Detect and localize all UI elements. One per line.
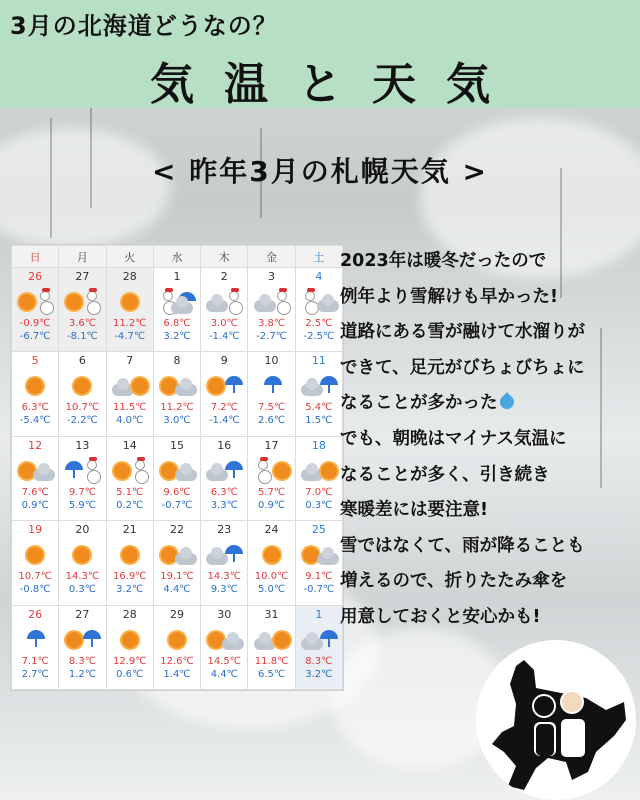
high-temp: 5.1℃ <box>116 486 144 498</box>
description-line: なることが多く、引き続き <box>340 464 550 485</box>
sun-icon <box>15 370 55 400</box>
day-number: 18 <box>311 438 326 452</box>
low-temp: -0.7℃ <box>303 584 335 596</box>
weekday-header: 木 <box>201 246 248 268</box>
high-temp: 9.6℃ <box>163 486 191 498</box>
header-banner <box>0 0 640 108</box>
low-temp: 4.4℃ <box>163 584 191 596</box>
low-temp: 2.7℃ <box>21 668 49 680</box>
low-temp: -2.7℃ <box>256 331 287 342</box>
high-temp: 6.8℃ <box>163 318 191 329</box>
day-number: 25 <box>311 523 326 537</box>
day-number: 2 <box>220 270 228 283</box>
day-number: 22 <box>169 523 184 537</box>
calendar-day-cell <box>106 352 153 436</box>
calendar-day-cell <box>12 352 59 436</box>
day-number: 29 <box>169 607 184 621</box>
low-temp: 4.0℃ <box>116 415 144 427</box>
description-line: 増えるので、折りたたみ傘を <box>340 571 568 592</box>
weekday-header: 水 <box>153 246 200 268</box>
calendar-day-cell <box>201 436 248 520</box>
high-temp: 7.1℃ <box>21 655 49 667</box>
calendar-day-cell <box>248 436 295 520</box>
day-number: 28 <box>122 270 137 283</box>
cloud-umbrella-icon <box>204 455 244 485</box>
calendar-day-cell <box>106 605 153 689</box>
description-line: なることが多かった <box>340 386 640 422</box>
high-temp: 7.0℃ <box>305 486 333 498</box>
calendar-day-cell <box>59 436 106 520</box>
high-temp: 11.2℃ <box>112 318 147 329</box>
calendar-day-cell <box>106 521 153 605</box>
sun-icon <box>62 370 102 400</box>
low-temp: -1.4℃ <box>208 415 240 427</box>
description-line: でも、朝晩はマイナス気温に <box>340 428 567 449</box>
day-number: 12 <box>28 438 43 452</box>
day-number: 7 <box>126 354 134 368</box>
high-temp: 14.3℃ <box>65 571 100 583</box>
high-temp: 6.3℃ <box>210 486 238 498</box>
cloud-sun-icon <box>252 624 292 654</box>
low-temp: 1.5℃ <box>305 415 333 427</box>
sun-cloud-icon <box>157 455 197 485</box>
high-temp: 12.6℃ <box>160 655 194 667</box>
calendar-day-cell <box>12 605 59 689</box>
high-temp: 5.4℃ <box>305 402 333 414</box>
high-temp: 11.2℃ <box>160 402 194 414</box>
weekday-header: 月 <box>59 246 106 268</box>
calendar-day-cell <box>12 436 59 520</box>
cloud-sun-icon <box>299 455 339 485</box>
description-line: 寒暖差には要注意! <box>340 500 488 521</box>
section-title: < 昨年3月の札幌天気 > <box>152 155 488 188</box>
low-temp: -2.2℃ <box>67 415 98 427</box>
header-title: 気温と天気 <box>150 59 520 110</box>
calendar-day-cell <box>201 605 248 689</box>
low-temp: 5.0℃ <box>257 584 286 596</box>
sun-cloud-icon <box>157 539 197 569</box>
high-temp: 3.6℃ <box>68 318 96 329</box>
description-line: できて、足元がびちょびちょに <box>340 357 585 378</box>
low-temp: 0.2℃ <box>116 499 144 511</box>
weekday-header: 土 <box>295 246 342 268</box>
high-temp: 11.8℃ <box>254 655 289 667</box>
high-temp: -0.9℃ <box>19 318 51 329</box>
weekday-header: 日 <box>12 246 59 268</box>
day-number: 13 <box>75 438 90 452</box>
day-number: 4 <box>315 270 323 283</box>
day-number: 27 <box>75 607 90 621</box>
high-temp: 9.1℃ <box>305 571 333 583</box>
low-temp: 3.2℃ <box>163 331 191 342</box>
day-number: 26 <box>28 607 43 621</box>
low-temp: 0.3℃ <box>68 584 96 596</box>
low-temp: -1.4℃ <box>208 331 240 342</box>
day-number: 14 <box>122 438 137 452</box>
umbrella-icon <box>15 624 55 654</box>
weekday-header: 火 <box>106 246 153 268</box>
calendar-day-cell <box>295 352 342 436</box>
header-subtitle: 3月の北海道どうなの？ <box>10 12 278 40</box>
day-number: 11 <box>311 354 326 368</box>
calendar-day-cell <box>12 521 59 605</box>
low-temp: -0.7℃ <box>161 499 193 511</box>
sun-icon <box>110 286 150 316</box>
calendar-day-cell <box>248 352 295 436</box>
low-temp: 3.3℃ <box>210 499 238 511</box>
low-temp: 0.9℃ <box>21 499 49 511</box>
day-number: 17 <box>264 438 279 452</box>
calendar-day-cell <box>12 268 59 352</box>
calendar-day-cell <box>106 268 153 352</box>
calendar-day-cell <box>153 521 200 605</box>
sun-umbrella-icon <box>62 624 102 654</box>
calendar-day-cell <box>153 352 200 436</box>
description-line: 用意しておくと安心かも! <box>340 606 541 627</box>
high-temp: 12.9℃ <box>112 655 147 667</box>
day-number: 1 <box>173 270 181 283</box>
low-temp: 3.2℃ <box>116 584 144 596</box>
sun-snowman-icon <box>15 286 55 316</box>
high-temp: 11.5℃ <box>112 402 147 414</box>
high-temp: 5.7℃ <box>257 486 286 498</box>
day-number: 8 <box>173 354 181 368</box>
sun-icon <box>252 539 292 569</box>
hokkaido-couple-illustration <box>476 640 636 800</box>
low-temp: -5.4℃ <box>19 415 51 427</box>
low-temp: 6.5℃ <box>257 668 286 680</box>
description-text <box>340 244 640 636</box>
description-line: 2023年は暖冬だったので <box>340 251 547 271</box>
low-temp: 3.0℃ <box>163 415 191 427</box>
calendar-day-cell <box>106 436 153 520</box>
low-temp: 0.6℃ <box>116 668 144 680</box>
high-temp: 7.2℃ <box>210 402 238 414</box>
high-temp: 2.5℃ <box>305 318 333 329</box>
calendar-day-cell <box>201 521 248 605</box>
sun-umbrella-icon <box>204 370 244 400</box>
day-number: 24 <box>264 523 279 537</box>
high-temp: 3.8℃ <box>257 318 286 329</box>
snowman-sun-icon <box>252 455 292 485</box>
day-number: 10 <box>264 354 279 368</box>
calendar-day-cell <box>153 436 200 520</box>
day-number: 23 <box>217 523 232 537</box>
day-number: 5 <box>31 354 39 368</box>
high-temp: 8.3℃ <box>68 655 96 667</box>
high-temp: 10.7℃ <box>65 402 100 414</box>
cloud-umbrella-icon <box>204 539 244 569</box>
high-temp: 3.0℃ <box>210 318 238 329</box>
day-number: 27 <box>75 270 90 283</box>
sun-icon <box>110 624 150 654</box>
description-line: 雪ではなくて、雨が降ることも <box>340 535 585 556</box>
sun-icon <box>15 539 55 569</box>
high-temp: 6.3℃ <box>21 402 49 414</box>
low-temp: -0.8℃ <box>19 584 51 596</box>
calendar-day-cell <box>295 436 342 520</box>
day-number: 19 <box>28 523 43 537</box>
high-temp: 9.7℃ <box>68 486 96 498</box>
low-temp: 3.2℃ <box>305 668 333 680</box>
description-line: 例年より雪解けも早かった! <box>340 286 558 307</box>
day-number: 30 <box>217 607 232 621</box>
low-temp: 9.3℃ <box>210 584 238 596</box>
low-temp: -2.5℃ <box>303 331 335 342</box>
day-number: 15 <box>169 438 184 452</box>
description-line: 道路にある雪が融けて水溜りが <box>340 322 585 343</box>
cloud-umbrella-icon <box>299 624 339 654</box>
day-number: 28 <box>122 607 137 621</box>
calendar-week-row <box>12 436 343 520</box>
calendar-day-cell <box>201 352 248 436</box>
calendar-day-cell <box>59 605 106 689</box>
high-temp: 14.5℃ <box>207 655 242 667</box>
day-number: 6 <box>78 354 86 368</box>
calendar-day-cell <box>59 268 106 352</box>
low-temp: 0.3℃ <box>305 499 333 511</box>
day-number: 9 <box>220 354 228 368</box>
day-number: 21 <box>122 523 137 537</box>
sun-cloud-icon <box>204 624 244 654</box>
high-temp: 7.6℃ <box>21 486 49 498</box>
calendar-week-row <box>12 268 343 352</box>
calendar-day-cell <box>59 521 106 605</box>
weather-calendar <box>10 244 344 691</box>
day-number: 31 <box>264 607 279 621</box>
umbrella-snowman-icon <box>62 455 102 485</box>
low-temp: 1.4℃ <box>163 668 191 680</box>
sun-icon <box>157 624 197 654</box>
cloud-sun-icon <box>110 370 150 400</box>
day-number: 20 <box>75 523 90 537</box>
cloud-snowman-icon <box>204 286 244 316</box>
low-temp: -6.7℃ <box>19 331 51 342</box>
sun-cloud-icon <box>299 539 339 569</box>
low-temp: 4.4℃ <box>210 668 238 680</box>
hokkaido-map-icon <box>476 640 636 800</box>
sun-snowman-icon <box>62 286 102 316</box>
calendar-week-row <box>12 521 343 605</box>
low-temp: -4.7℃ <box>114 331 146 342</box>
calendar-day-cell <box>153 605 200 689</box>
sun-snowman-icon <box>110 455 150 485</box>
snow-umbrella-cloud-icon <box>157 286 197 316</box>
low-temp: 5.9℃ <box>68 499 96 511</box>
high-temp: 8.3℃ <box>305 655 333 667</box>
high-temp: 7.5℃ <box>257 402 286 414</box>
calendar-week-row <box>12 352 343 436</box>
high-temp: 19.1℃ <box>160 571 194 583</box>
cloud-umbrella-icon <box>299 370 339 400</box>
calendar-week-row <box>12 605 343 689</box>
calendar-day-cell <box>248 521 295 605</box>
high-temp: 10.7℃ <box>18 571 52 583</box>
low-temp: -8.1℃ <box>67 331 98 342</box>
sun-icon <box>110 539 150 569</box>
calendar-day-cell <box>201 268 248 352</box>
calendar-day-cell <box>295 268 342 352</box>
calendar-day-cell <box>295 521 342 605</box>
sun-icon <box>62 539 102 569</box>
umbrella-icon <box>252 370 292 400</box>
calendar-day-cell <box>295 605 342 689</box>
high-temp: 16.9℃ <box>112 571 147 583</box>
snowman-cloud-icon <box>299 286 339 316</box>
water-drop-icon <box>497 392 517 412</box>
day-number: 16 <box>217 438 232 452</box>
low-temp: 2.6℃ <box>257 415 286 427</box>
calendar-day-cell <box>153 268 200 352</box>
low-temp: 0.9℃ <box>257 499 286 511</box>
high-temp: 14.3℃ <box>207 571 242 583</box>
sun-cloud-icon <box>15 455 55 485</box>
calendar-day-cell <box>248 605 295 689</box>
cloud-snowman-icon <box>252 286 292 316</box>
low-temp: 1.2℃ <box>68 668 96 680</box>
calendar-day-cell <box>59 352 106 436</box>
high-temp: 10.0℃ <box>254 571 289 583</box>
calendar-day-cell <box>248 268 295 352</box>
sun-cloud-icon <box>157 370 197 400</box>
day-number: 1 <box>315 607 323 621</box>
day-number: 3 <box>268 270 276 283</box>
weekday-header: 金 <box>248 246 295 268</box>
day-number: 26 <box>28 270 43 283</box>
